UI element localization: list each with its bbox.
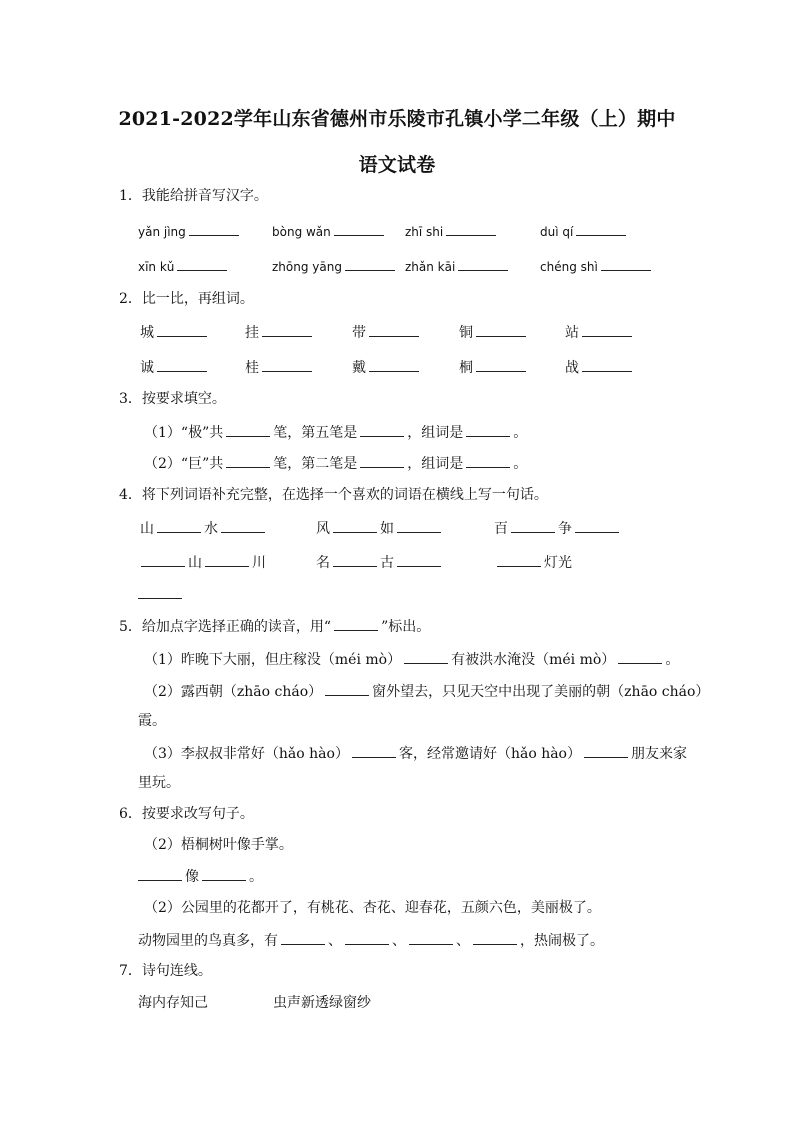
answer-blank[interactable] [397,552,441,567]
q5-sentence3-cont: 里玩。 [138,775,180,791]
q4-sentence-line [138,584,185,605]
q1-item: zhōng yāng [272,256,398,277]
answer-blank[interactable] [157,357,207,372]
exam-title-line1: 2021-2022学年山东省德州市乐陵市孔镇小学二年级（上）期中 [118,108,676,130]
answer-blank[interactable] [576,221,626,236]
q2-item: 诚 [140,357,210,378]
answer-blank[interactable] [584,743,628,758]
q3-line1: （1）“极”共 笔，第五笔是 ，组词是 。 [144,422,527,443]
answer-blank[interactable] [141,552,185,567]
q5-sentence1: （1）昨晚下大丽，但庄稼没（méi mò） 有被洪水淹没（méi mò） 。 [144,649,679,670]
q5-title: 5．给加点字选择正确的读音，用“ ”标出。 [119,616,430,637]
answer-blank[interactable] [476,322,526,337]
answer-blank[interactable] [511,518,555,533]
q6-prompt2: （2）公园里的花都开了，有桃花、杏花、迎春花，五颜六色，美丽极了。 [144,900,601,916]
answer-blank[interactable] [466,422,510,437]
answer-blank[interactable] [582,322,632,337]
q2-item: 戴 [352,357,422,378]
q1-item: zhǎn kāi [405,256,511,277]
answer-blank[interactable] [262,322,312,337]
answer-blank[interactable] [205,552,249,567]
q1-item: bòng wǎn [272,221,387,242]
answer-blank[interactable] [333,552,377,567]
q2-item: 站 [565,322,635,343]
q5-sentence2: （2）露西朝（zhāo cháo） 窗外望去，只见天空中出现了美丽的朝（zhāo cháo） [144,681,709,702]
q2-item: 铜 [459,322,529,343]
answer-blank[interactable] [466,453,510,468]
q2-item: 挂 [245,322,315,343]
answer-blank[interactable] [334,221,384,236]
answer-blank[interactable] [575,518,619,533]
answer-blank[interactable] [476,357,526,372]
mark-blank [334,616,378,631]
q2-item: 桂 [245,357,315,378]
q1-item: xīn kǔ [138,256,230,277]
idiom-item: 风 如 [316,518,444,539]
answer-blank[interactable] [369,357,419,372]
answer-blank[interactable] [473,930,517,945]
answer-blank[interactable] [345,256,395,271]
q2-title: 2．比一比，再组词。 [119,291,254,307]
answer-blank[interactable] [189,221,239,236]
answer-blank[interactable] [360,453,404,468]
answer-blank[interactable] [404,649,448,664]
answer-blank[interactable] [325,681,369,696]
answer-blank[interactable] [281,930,325,945]
answer-blank[interactable] [262,357,312,372]
q5-sentence3: （3）李叔叔非常好（hǎo hào） 客，经常邀请好（hǎo hào） 朋友来家 [144,743,687,764]
answer-blank[interactable] [446,221,496,236]
answer-blank[interactable] [177,256,227,271]
exam-title-line2: 语文试卷 [358,154,436,176]
answer-blank[interactable] [458,256,508,271]
q2-item: 带 [352,322,422,343]
q6-answer2: 动物园里的鸟真多，有 、 、 、 ，热闹极了。 [138,930,604,951]
answer-blank[interactable] [333,518,377,533]
answer-blank[interactable] [138,584,182,599]
answer-blank[interactable] [409,930,453,945]
poem-right-line[interactable]: 虫声新透绿窗纱 [273,995,371,1011]
answer-blank[interactable] [397,518,441,533]
q1-item: zhī shi [405,221,499,242]
answer-blank[interactable] [157,518,201,533]
q1-item: chéng shì [540,256,654,277]
q3-title: 3．按要求填空。 [119,391,226,407]
answer-blank[interactable] [360,422,404,437]
answer-blank[interactable] [157,322,207,337]
q5-sentence2-cont: 霞。 [138,713,166,729]
answer-blank[interactable] [226,453,270,468]
answer-blank[interactable] [369,322,419,337]
q6-title: 6．按要求改写句子。 [119,806,254,822]
q1-item: yǎn jìng [138,221,242,242]
idiom-item: 山 川 [138,552,266,573]
answer-blank[interactable] [618,649,662,664]
answer-blank[interactable] [221,518,265,533]
idiom-item: 灯光 [494,552,572,573]
answer-blank[interactable] [226,422,270,437]
answer-blank[interactable] [352,743,396,758]
q2-item: 桐 [459,357,529,378]
answer-blank[interactable] [601,256,651,271]
q6-prompt1: （2）梧桐树叶像手掌。 [144,837,293,853]
poem-left-line[interactable]: 海内存知己 [138,995,208,1011]
q4-title: 4．将下列词语补充完整，在选择一个喜欢的词语在横线上写一句话。 [119,487,548,503]
idiom-item: 山 水 [140,518,268,539]
answer-blank[interactable] [138,866,182,881]
answer-blank[interactable] [345,930,389,945]
q3-line2: （2）“巨”共 笔，第二笔是 ，组词是 。 [144,453,527,474]
answer-blank[interactable] [497,552,541,567]
answer-blank[interactable] [202,866,246,881]
q7-title: 7．诗句连线。 [119,963,212,979]
q6-answer1: 像 。 [138,866,263,887]
q1-item: duì qí [540,221,629,242]
q2-item: 城 [140,322,210,343]
idiom-item: 百 争 [494,518,622,539]
q1-title: 1．我能给拼音写汉字。 [119,188,268,204]
idiom-item: 名 古 [316,552,444,573]
answer-blank[interactable] [582,357,632,372]
q2-item: 战 [565,357,635,378]
